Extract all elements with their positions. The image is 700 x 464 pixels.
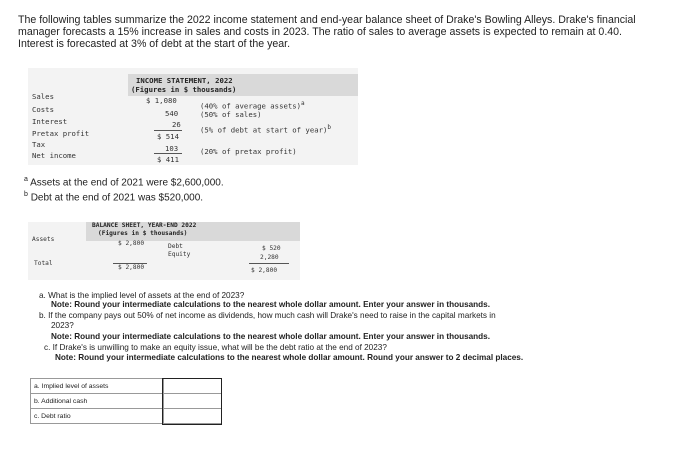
balance-label-assets: Assets <box>32 236 55 243</box>
balance-total-liabilities: $ 2,800 <box>251 267 278 274</box>
liab-total-rule <box>249 263 289 264</box>
answer-cell-debt-ratio[interactable] <box>163 409 221 424</box>
balance-label-debt: Debt <box>168 243 183 250</box>
answer-label-debt-ratio: c. Debt ratio <box>31 409 164 424</box>
income-value-costs: 540 <box>165 109 179 118</box>
intro-line-3: Interest is forecasted at 3% of debt at the start of the year. <box>18 38 291 50</box>
income-value-pretax: $ 514 <box>157 132 179 141</box>
implied-assets-input[interactable] <box>164 379 225 393</box>
answer-label-cash: b. Additional cash <box>31 394 164 409</box>
balance-sheet-subtitle: (Figures in $ thousands) <box>98 230 188 237</box>
answer-cell-cash[interactable] <box>163 394 221 409</box>
income-label-net: Net income <box>32 151 76 160</box>
answer-cell-assets[interactable] <box>163 379 221 394</box>
answer-row-debt-ratio <box>31 409 222 424</box>
subtotal-rule-2 <box>154 153 182 154</box>
additional-cash-input[interactable] <box>164 394 225 408</box>
question-b-note: Note: Round your intermediate calculations to the nearest whole dollar amount. Enter your answer in thousands. <box>51 332 491 341</box>
footnote-mark-a: a <box>301 100 305 107</box>
income-value-tax: 103 <box>165 144 179 153</box>
income-value-sales: $ 1,080 <box>146 96 177 105</box>
question-c-note: Note: Round your intermediate calculations to the nearest whole dollar amount. Round your answer to 2 decimal places. <box>55 353 524 362</box>
balance-value-assets: $ 2,800 <box>118 240 145 247</box>
question-a: a. What is the implied level of assets at the end of 2023? <box>39 291 245 300</box>
answer-row-cash <box>31 394 222 409</box>
footnote-b: $^b$ Debt at the end of 2021 was $520,000. <box>24 191 204 204</box>
intro-line-2: manager forecasts a 15% increase in sales and costs in 2023. The ratio of sales to average assets is expected to remain at 0.40. <box>18 26 622 38</box>
balance-total-assets: $ 2,800 <box>118 264 145 271</box>
question-a-note: Note: Round your intermediate calculations to the nearest whole dollar amount. Enter your answer in thousands. <box>51 300 491 309</box>
problem-intro <box>18 14 678 50</box>
income-label-interest: Interest <box>32 117 68 126</box>
balance-value-equity: 2,280 <box>260 254 279 261</box>
answer-table <box>30 378 222 424</box>
income-statement-subtitle: (Figures in $ thousands) <box>131 85 237 94</box>
income-label-pretax: Pretax profit <box>32 129 90 138</box>
income-label-tax: Tax <box>32 140 46 149</box>
balance-label-total: Total <box>34 260 53 267</box>
income-note-costs: (50% of sales) <box>200 110 262 119</box>
debt-ratio-input[interactable] <box>164 409 225 423</box>
answer-row-assets <box>31 379 222 394</box>
income-note-tax: (20% of pretax profit) <box>200 147 297 156</box>
balance-label-equity: Equity <box>168 251 191 258</box>
question-b: b. If the company pays out 50% of net income as dividends, how much cash will Drake's need to raise in the capital markets in 2023? <box>39 311 496 330</box>
subtotal-rule-1 <box>154 130 182 131</box>
balance-value-debt: $ 520 <box>262 245 281 252</box>
income-note-interest: (5% of debt at start of year)$^b$ <box>200 124 332 135</box>
answer-label-assets: a. Implied level of assets <box>31 379 164 394</box>
income-statement-title: INCOME STATEMENT, 2022 <box>136 76 233 85</box>
question-c: c. If Drake's is unwilling to make an equity issue, what will be the debt ratio at the end of 2023? <box>44 343 387 352</box>
income-value-net: $ 411 <box>157 155 179 164</box>
footnote-mark-b: b <box>327 124 332 131</box>
income-label-costs: Costs <box>32 105 54 114</box>
footnote-a: $^a$ Assets at the end of 2021 were $2,600,000. <box>24 176 224 189</box>
income-value-interest: 26 <box>172 120 181 129</box>
income-note-sales: (40% of average assets)$^a$ <box>200 100 305 111</box>
income-label-sales: Sales <box>32 92 54 101</box>
balance-sheet-title: BALANCE SHEET, YEAR-END 2022 <box>92 222 197 229</box>
intro-line-1: The following tables summarize the 2022 income statement and end-year balance sheet of Drake's Bowling Alleys. Drake's financial <box>18 14 636 26</box>
